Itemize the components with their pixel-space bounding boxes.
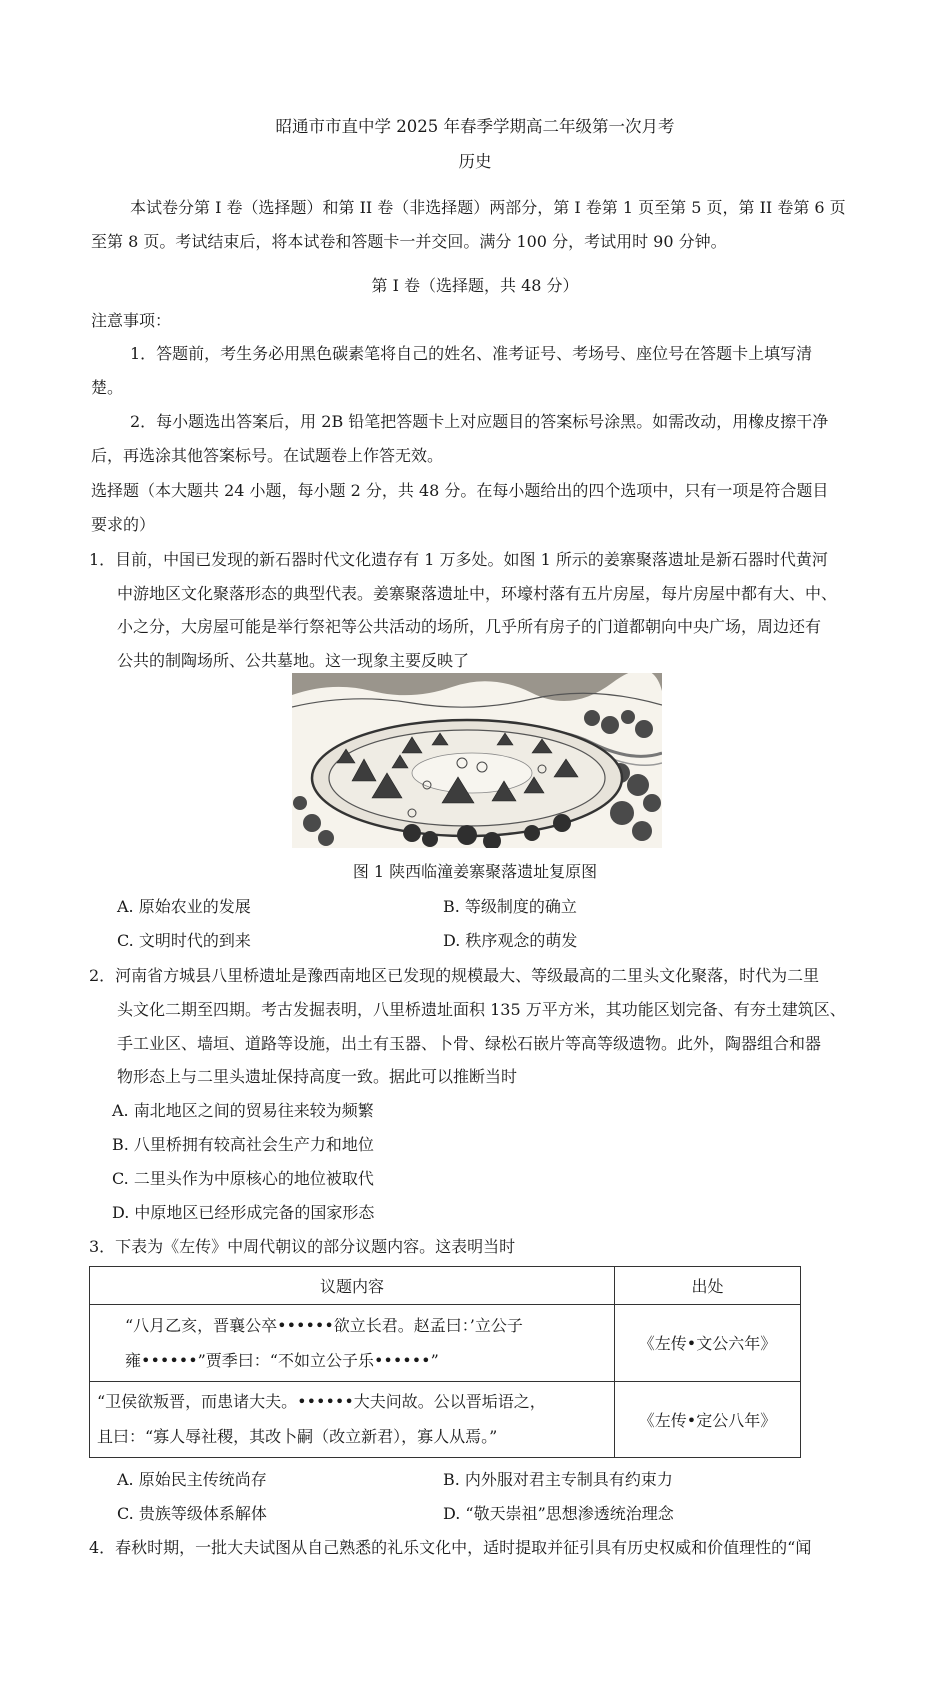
q2-line-4: 物形态上与二里头遗址保持高度一致。据此可以推断当时 bbox=[117, 1067, 518, 1086]
table-row bbox=[90, 1381, 801, 1458]
q2-line-3: 手工业区、墙垣、道路等设施，出土有玉器、卜骨、绿松石嵌片等高等级遗物。此外，陶器组合和器 bbox=[117, 1034, 822, 1053]
q3-table bbox=[89, 1266, 801, 1458]
intro-line-1: 本试卷分第 I 卷（选择题）和第 II 卷（非选择题）两部分，第 I 卷第 1 页至第 5 页，第 II 卷第 6 页 bbox=[130, 198, 846, 217]
note-1-line-1: 1．答题前，考生务必用黑色碳素笔将自己的姓名、准考证号、考场号、座位号在答题卡上填写清 bbox=[130, 344, 813, 363]
q3-option-c[interactable]: C. 贵族等级体系解体 bbox=[117, 1504, 267, 1523]
row-1-source: 《左传•文公六年》 bbox=[615, 1305, 801, 1382]
q2-option-d[interactable]: D. 中原地区已经形成完备的国家形态 bbox=[112, 1203, 375, 1222]
q1-option-d[interactable]: D. 秩序观念的萌发 bbox=[443, 931, 578, 950]
row-2-source: 《左传•定公八年》 bbox=[615, 1381, 801, 1458]
table-header-content: 议题内容 bbox=[90, 1267, 615, 1305]
q1-line-4: 公共的制陶场所、公共墓地。这一现象主要反映了 bbox=[117, 651, 470, 670]
q4-line-1: 4．春秋时期，一批大夫试图从自己熟悉的礼乐文化中，适时提取并征引具有历史权威和价值理性的“闻 bbox=[89, 1538, 812, 1557]
q2-option-c[interactable]: C. 二里头作为中原核心的地位被取代 bbox=[112, 1169, 374, 1188]
section-title: 第 I 卷（选择题，共 48 分） bbox=[371, 276, 579, 295]
q1-line-2: 中游地区文化聚落形态的典型代表。姜寨聚落遗址中，环壕村落有五片房屋，每片房屋中都有大、中、 bbox=[117, 584, 838, 603]
q3-line-1: 3．下表为《左传》中周代朝议的部分议题内容。这表明当时 bbox=[89, 1237, 516, 1256]
settlement-illustration bbox=[292, 673, 662, 848]
note-2-line-1: 2．每小题选出答案后，用 2B 铅笔把答题卡上对应题目的答案标号涂黑。如需改动，用橡皮擦干净 bbox=[130, 412, 829, 431]
table-cell-content bbox=[90, 1305, 615, 1382]
q1-line-1: 1．目前，中国已发现的新石器时代文化遗存有 1 万多处。如图 1 所示的姜寨聚落遗址是新石器时代黄河 bbox=[89, 550, 828, 569]
exam-subject: 历史 bbox=[458, 152, 492, 171]
q2-line-1: 2．河南省方城县八里桥遗址是豫西南地区已发现的规模最大、等级最高的二里头文化聚落，时代为二里 bbox=[89, 966, 820, 985]
q3-option-d[interactable]: D. “敬天崇祖”思想渗透统治理念 bbox=[443, 1504, 674, 1523]
table-cell-content bbox=[90, 1381, 615, 1458]
table-header-row bbox=[90, 1267, 801, 1305]
q3-option-b[interactable]: B. 内外服对君主专制具有约束力 bbox=[443, 1470, 673, 1489]
notice-label: 注意事项： bbox=[91, 311, 172, 330]
q1-option-b[interactable]: B. 等级制度的确立 bbox=[443, 897, 577, 916]
intro-line-2: 至第 8 页。考试结束后，将本试卷和答题卡一并交回。满分 100 分，考试用时 90 分钟。 bbox=[91, 232, 727, 251]
settlement-drawing bbox=[292, 673, 662, 848]
row-1-content-line-1: “八月乙亥，晋襄公卒••••••欲立长君。赵孟曰：’立公子 bbox=[125, 1315, 523, 1335]
q3-option-a[interactable]: A. 原始民主传统尚存 bbox=[117, 1470, 267, 1489]
instructions-line-2: 要求的） bbox=[91, 515, 156, 534]
q2-line-2: 头文化二期至四期。考古发掘表明，八里桥遗址面积 135 万平方米，其功能区划完备、有夯土建筑区、 bbox=[117, 1000, 846, 1019]
note-2-line-2: 后，再选涂其他答案标号。在试题卷上作答无效。 bbox=[91, 446, 444, 465]
table-header-source: 出处 bbox=[615, 1267, 801, 1305]
row-2-content-line-1: “卫侯欲叛晋，而患诸大夫。••••••大夫问故。公以晋垢语之， bbox=[97, 1392, 546, 1412]
row-1-content-line-2: 雍••••••”贾季曰：“不如立公子乐••••••” bbox=[125, 1350, 439, 1370]
instructions-line-1: 选择题（本大题共 24 小题，每小题 2 分，共 48 分。在每小题给出的四个选项中，只有一项是符合题目 bbox=[91, 481, 829, 500]
figure-1-caption: 图 1 陕西临潼姜寨聚落遗址复原图 bbox=[352, 862, 598, 881]
q1-option-c[interactable]: C. 文明时代的到来 bbox=[117, 931, 251, 950]
row-2-content-line-2: 且曰：“寡人辱社稷，其改卜嗣（改立新君），寡人从焉。” bbox=[97, 1427, 498, 1447]
q2-option-b[interactable]: B. 八里桥拥有较高社会生产力和地位 bbox=[112, 1135, 374, 1154]
q1-option-a[interactable]: A. 原始农业的发展 bbox=[117, 897, 251, 916]
q2-option-a[interactable]: A. 南北地区之间的贸易往来较为频繁 bbox=[112, 1101, 374, 1120]
table-row bbox=[90, 1305, 801, 1382]
note-1-line-2: 楚。 bbox=[91, 378, 124, 397]
q1-line-3: 小之分，大房屋可能是举行祭祀等公共活动的场所，几乎所有房子的门道都朝向中央广场，周边还有 bbox=[117, 617, 822, 636]
exam-title: 昭通市市直中学 2025 年春季学期高二年级第一次月考 bbox=[275, 117, 675, 136]
